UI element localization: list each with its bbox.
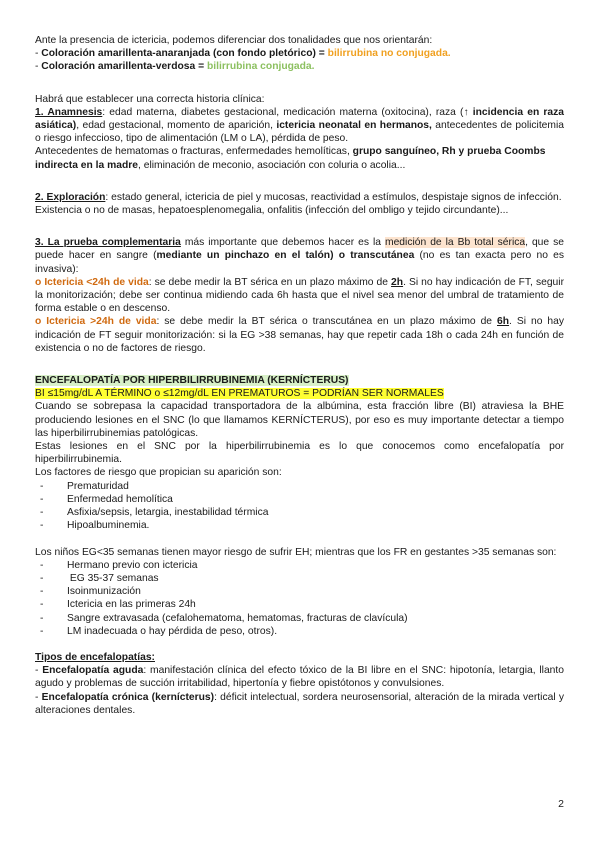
orange-tone-line: [35, 47, 564, 60]
page-number: 2: [558, 798, 564, 810]
list-item: - LM inadecuada o hay pérdida de peso, otros).: [35, 625, 564, 638]
encefalopatia-title: ENCEFALOPATÍA POR HIPERBILIRRUBINEMIA (KERNÍCTERUS): [35, 375, 349, 387]
green-tone-value: bilirrubina conjugada.: [206, 61, 315, 73]
history-lead: Habrá que establecer una correcta historia clínica:: [35, 93, 265, 105]
eg-factor-list: [35, 559, 564, 638]
list-item: - Prematuridad: [35, 480, 564, 493]
encefalopatia-para1: Cuando se sobrepasa la capacidad transportadora de la albúmina, esta fracción libre (BI) atraviesa la BHE produciendo lesiones en el SNC (lo que llamamos KERNÍCTERUS), por eso es muy importante detectar a tiempo las hiperbilirrubinemias patológicas.: [35, 401, 564, 439]
list-item: - Enfermedad hemolítica: [35, 493, 564, 506]
eg-lead: Los niños EG<35 semanas tienen mayor riesgo de sufrir EH; mientras que los FR en gestantes >35 semanas son:: [35, 546, 557, 558]
orange-tone-value: bilirrubina no conjugada.: [327, 48, 451, 60]
bullet-dash: -: [35, 48, 42, 60]
tipos-title: Tipos de encefalopatías:: [35, 651, 155, 663]
list-item: - Ictericia en las primeras 24h: [35, 598, 564, 611]
prueba-heading: 3. La prueba complementaria: [35, 237, 181, 249]
threshold-line: [35, 387, 564, 400]
anamnesis-paragraph: 1. Anamnesis: edad materna, diabetes gestacional, medicación materna (oxitocina), raza (↑ incidencia en raza asiática), edad gestacional, momento de aparición, ictericia neonatal en hermanos, antecedentes de policitemia o riesgo infeccioso, tipo de alimentación (LM o LA), pérdida de peso.: [35, 106, 565, 145]
exploracion-paragraph: 2. Exploración: estado general, ictericia de piel y mucosas, reactividad a estímulos, despistaje signos de infección. Existencia o no de masas, hepatoesplenomegalia, onfalitis (infección del ombligo y tejido circundante)...: [35, 191, 562, 217]
green-tone-label: Coloración amarillenta-verdosa =: [41, 61, 207, 73]
risk-factor-list: [35, 480, 564, 533]
cronica-label: Encefalopatía crónica (kernícterus): [41, 691, 215, 703]
ictericia-lt24-paragraph: o Ictericia <24h de vida: se debe medir la BT sérica en un plazo máximo de 2h. Si no hay indicación de FT, seguir la monitorización; debe ser continua midiendo cada 6h hasta que el nivel sea menor del umbral de tratamiento de forma estable o en descenso.: [35, 276, 564, 315]
threshold-highlight: BI ≤15mg/dL A TÉRMINO o ≤12mg/dL EN PREMATUROS = PODRÍAN SER NORMALES: [35, 388, 444, 400]
intro-line: Ante la presencia de ictericia, podemos diferenciar dos tonalidades que nos orientarán:: [35, 35, 433, 46]
list-item: - Sangre extravasada (cefalohematoma, hematomas, fracturas de clavícula): [35, 612, 564, 625]
encefalopatia-title-line: [35, 374, 564, 387]
orange-tone-label: Coloración amarillenta-anaranjada (con fondo pletórico) =: [41, 48, 328, 60]
aguda-label: Encefalopatía aguda: [42, 665, 144, 677]
list-item: - Hipoalbuminemia.: [35, 519, 564, 532]
tipos-title-line: [35, 651, 564, 664]
ictericia-gt24-paragraph: o Ictericia >24h de vida: se debe medir la BT sérica o transcutánea en un plazo máximo de 6h. Si no hay indicación de FT seguir monitorización: si la EG >38 semanas, hay que repetir cada 18h o cada 24h en función de existencia o no de factores de riesgo.: [35, 316, 564, 354]
bb-total-highlight: medición de la Bb total sérica: [385, 237, 526, 249]
prueba-paragraph: 3. La prueba complementaria más importante que debemos hacer es la medición de la Bb total sérica, que se puede hacer en sangre (mediante un pinchazo en el talón) o transcutánea (no es tan exacta pero no es invasiva):: [35, 237, 564, 275]
cronica-paragraph: - Encefalopatía crónica (kernícterus): déficit intelectual, sordera neurosensorial, alteración de la mirada vertical y alteraciones dentales.: [35, 691, 564, 716]
anamnesis-heading: 1. Anamnesis: [35, 106, 103, 118]
list-item: - Asfixia/sepsis, letargia, inestabilidad térmica: [35, 506, 564, 519]
green-tone-line: [35, 60, 564, 73]
antecedentes-paragraph: Antecedentes de hematomas o fracturas, enfermedades hemolíticas, grupo sanguíneo, Rh y prueba Coombs indirecta en la madre, eliminación de meconio, asociación con coluria o acolia...: [35, 146, 546, 171]
risk-lead: Los factores de riesgo que propician su aparición son:: [35, 467, 282, 479]
bullet-dash: -: [35, 61, 42, 73]
aguda-paragraph: - Encefalopatía aguda: manifestación clínica del efecto tóxico de la BI libre en el SNC: hipotonía, letargia, llanto agudo y problemas de succión irritabilidad, hipertonía y fiebre opistótonos y convulsiones.: [35, 665, 564, 690]
ictericia-gt24-label: o Ictericia >24h de vida: [35, 316, 157, 328]
encefalopatia-para2: Estas lesiones en el SNC por la hiperbilirrubinemia es lo que conocemos como encefalopatía por hiperbilirrubinemia.: [35, 441, 564, 466]
exploracion-heading: 2. Exploración: [35, 191, 106, 203]
list-item: - Hermano previo con ictericia: [35, 559, 564, 572]
document-page: [35, 34, 564, 717]
list-item: - EG 35-37 semanas: [35, 572, 564, 585]
ictericia-lt24-label: o Ictericia <24h de vida: [35, 276, 149, 288]
list-item: - Isoinmunización: [35, 585, 564, 598]
